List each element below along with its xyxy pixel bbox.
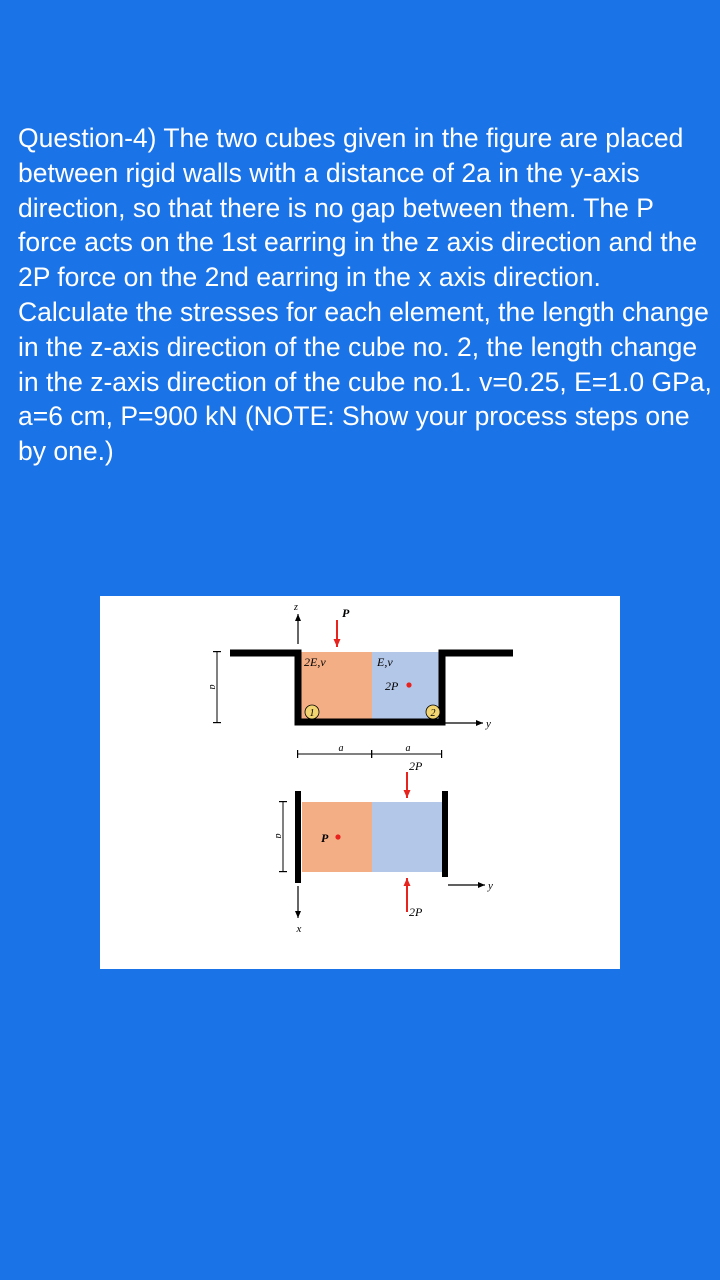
cube-2-side: [372, 802, 442, 872]
cube2-force-label: 2P: [385, 679, 399, 693]
force-2p-top-label: 2P: [409, 759, 423, 773]
question-text: Question-4) The two cubes given in the figure are placed between rigid walls with a distance of 2a in the y-axis direction, so that there is no gap between them. The P force acts on the 1st earring in the z axis direction and the 2P force on the 2nd earring in the x axis direction. Calculate the stresses for each element, the length change in the z-axis direction of the cube no. 2, the length change in the z-axis direction of the cube no.1. v=0.25, E=1.0 GPa, a=6 cm, P=900 kN (NOTE: Show your process steps one by one.): [18, 123, 712, 467]
cube2-force-dot: [406, 682, 411, 687]
z-axis-label: z: [294, 602, 298, 613]
x-axis-label: x: [296, 923, 302, 935]
node-1-label: 1: [309, 708, 315, 719]
dim-a1-label: a: [338, 743, 344, 754]
node-2-label: 2: [430, 708, 436, 719]
y-axis-side-label: y: [488, 880, 493, 892]
y-axis-top-label: y: [486, 718, 491, 730]
cube1-force-label: P: [321, 831, 329, 845]
cube1-force-dot: [335, 834, 340, 839]
problem-figure: [100, 596, 620, 969]
dim-left-side-label: a: [273, 833, 284, 839]
side-view: [273, 759, 493, 935]
force-p-label: P: [342, 606, 350, 620]
top-view: [207, 602, 513, 754]
dim-a2-label: a: [405, 743, 411, 754]
force-2p-bottom-label: 2P: [409, 905, 423, 919]
cube1-props: 2E,v: [304, 655, 326, 669]
cube2-props: E,v: [377, 655, 393, 669]
dim-left-top-label: a: [207, 684, 218, 690]
